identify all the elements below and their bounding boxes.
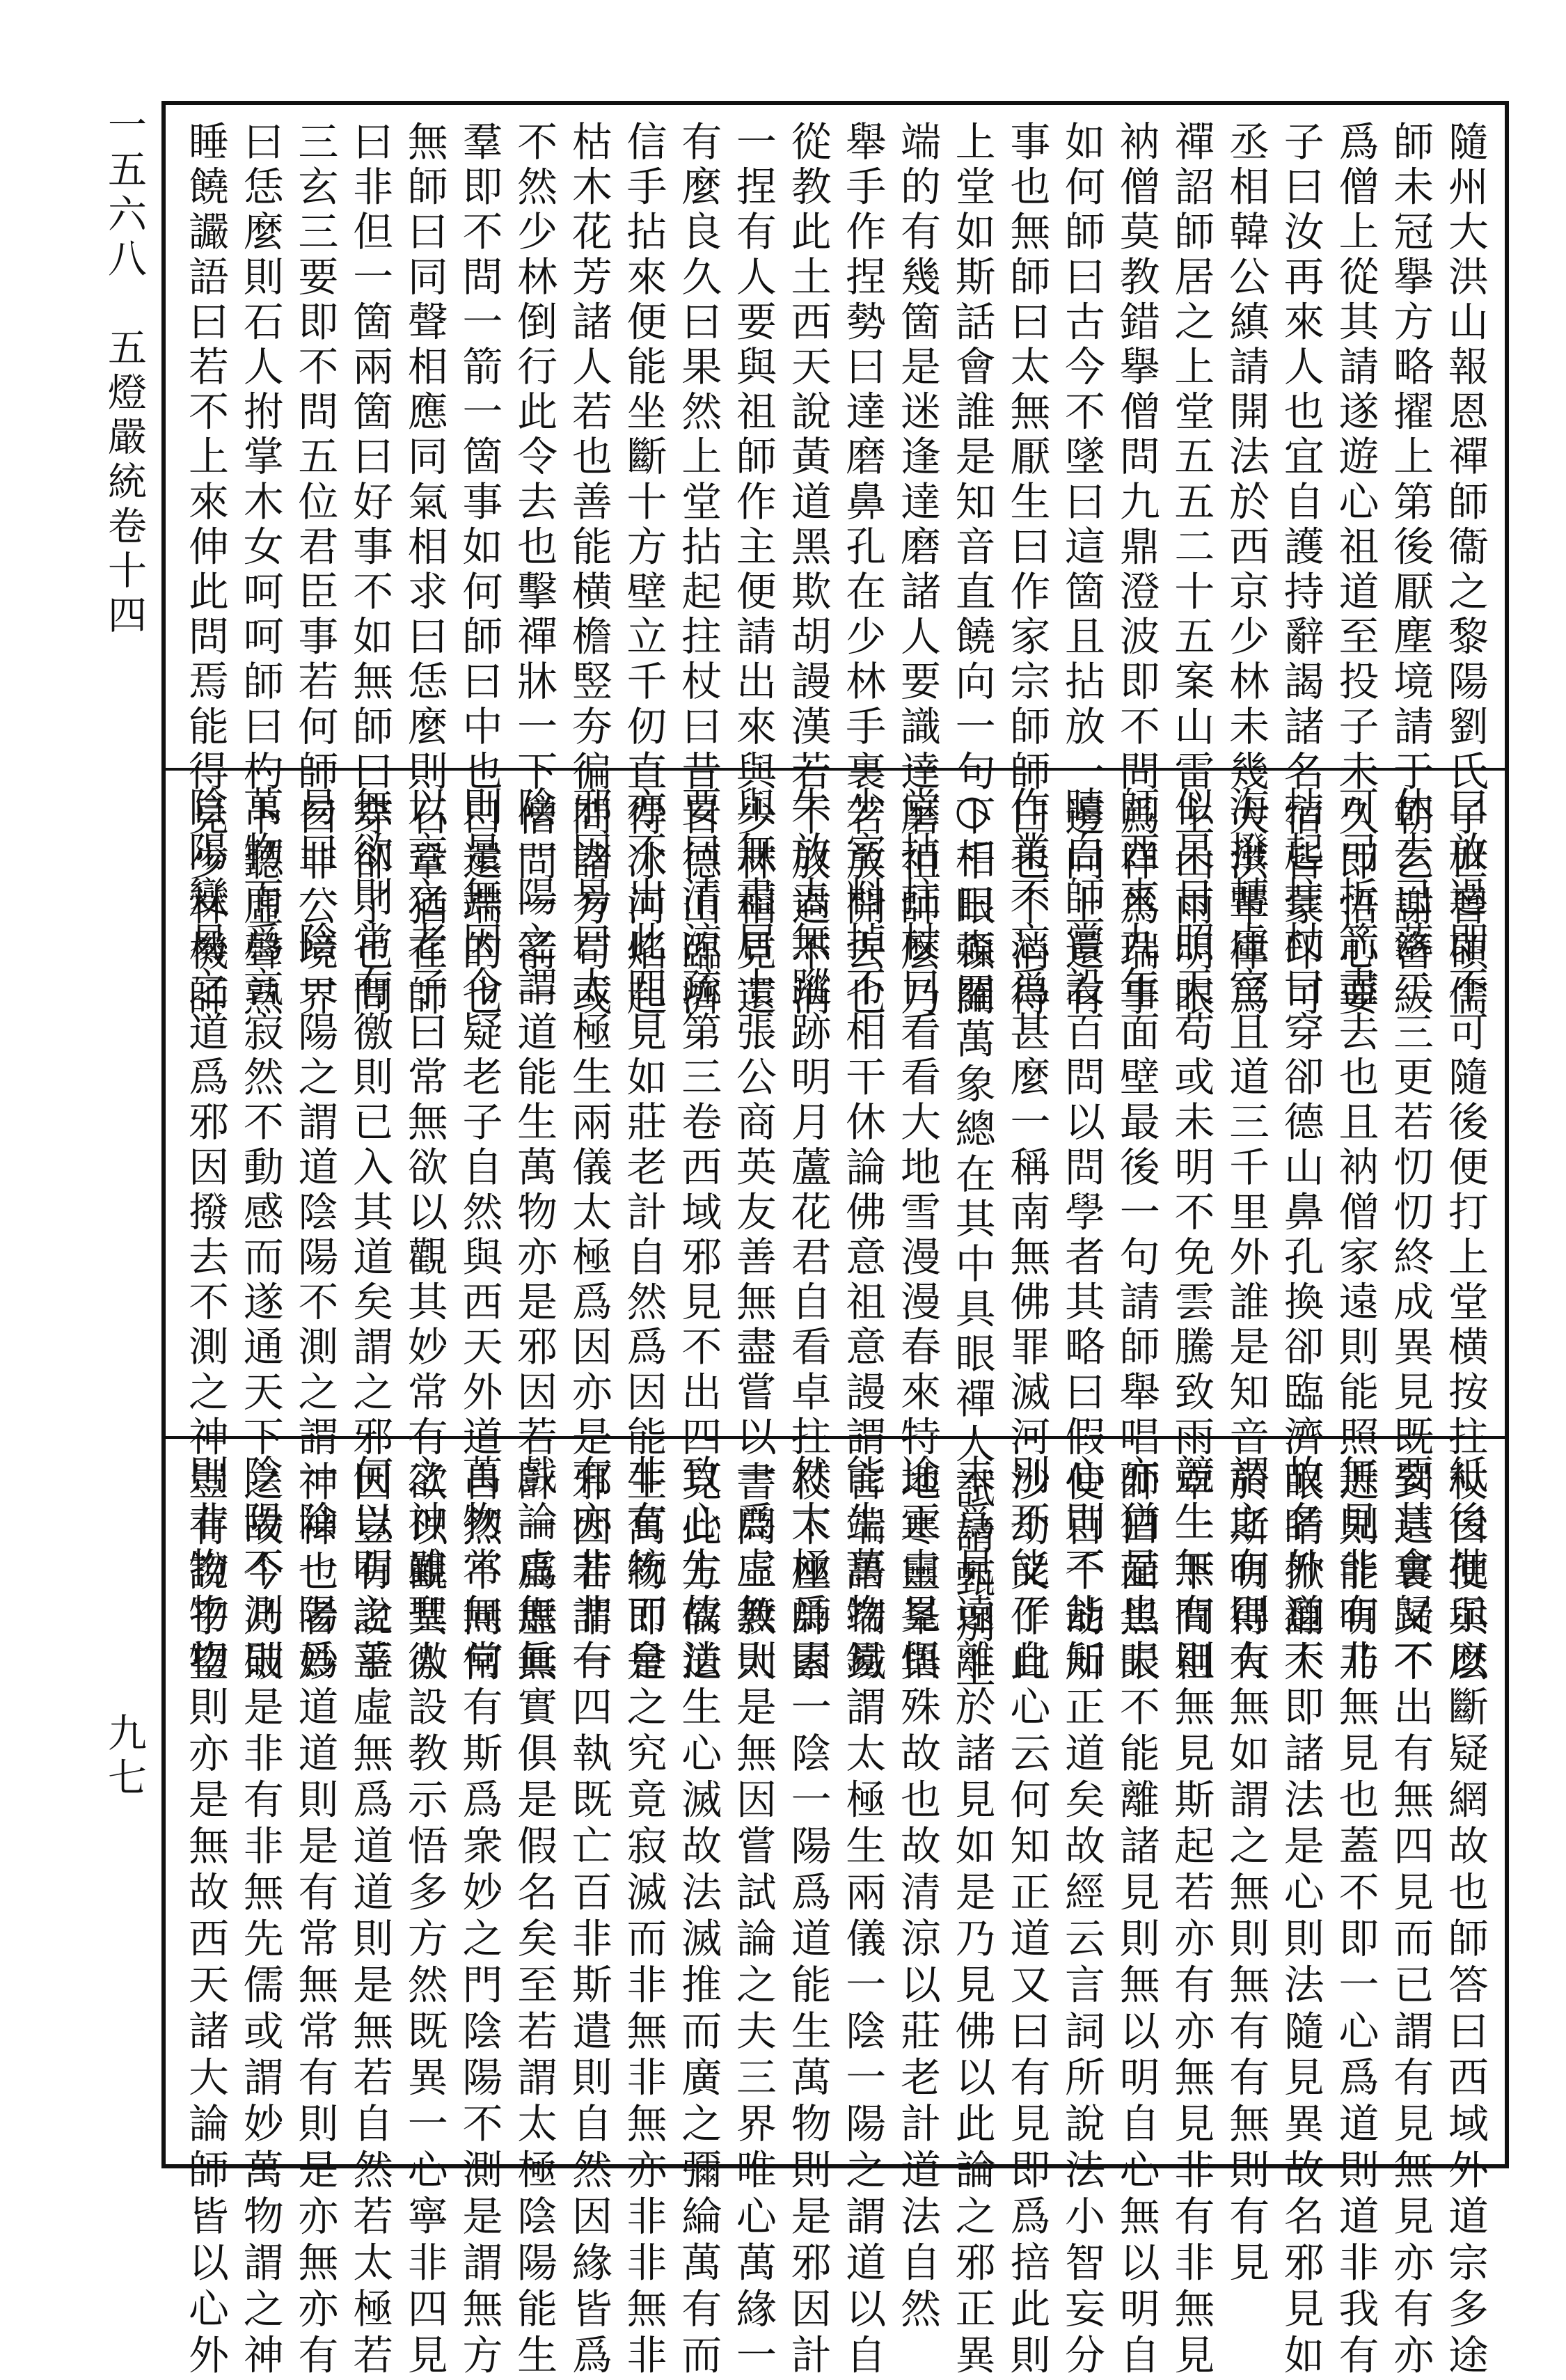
text-column: 枯木花芳諸人若也善能横檐竪夯徧問諸方苟或 <box>564 120 612 1020</box>
text-column: 然太極爲因一陰一陽爲道能生萬物則是邪因計 <box>784 1454 832 2380</box>
page-frame <box>161 101 1509 2380</box>
text-column: 邪因易曰太極生兩儀太極爲因亦是邪因若謂一 <box>564 786 612 1685</box>
text-column: 爲僧上從其請遂遊心祖道至投子未久即悟心要 <box>1331 120 1379 1020</box>
text-column: 舉手作捏勢曰達磨鼻孔在少林手裏若放開去也 <box>839 120 887 1020</box>
text-column: 與無盡居士張公商英友善無盡嘗以書問三教大 <box>729 786 777 1685</box>
text-column: 紙後批示以斷疑網故也師答曰西域外道宗多途 <box>1441 1454 1489 2380</box>
text-column: 可弓折箭盡去也且衲僧家遠則能照近則能明乃 <box>1331 786 1379 1685</box>
text-column: 睛白師嘗設百問以問學者其略曰假使百千劫所 <box>1058 786 1105 1685</box>
text-column: 亦不出此四見如莊老計自然爲因能生萬物即是 <box>619 786 667 1685</box>
text-column: 無師曰同聲相應同氣相求曰恁麼則石鞏猶在師 <box>400 120 448 1020</box>
text-column: 則是無因今疑老子自然與西天外道自然不同何 <box>455 786 503 1685</box>
text-column: ○相曰森羅萬象總在其中具眼禪人試請甄別上 <box>948 786 996 1692</box>
text-column: 羣即不問一箭一箇事如何師曰中也曰還端的也 <box>455 120 503 1020</box>
text-column: 衲僧莫教錯擧僧問九鼎澄波即不問爲祥爲瑞事 <box>1112 120 1160 1020</box>
text-column: 陰陽不測則是非有非無先儒或謂妙萬物謂之神 <box>236 1454 284 2380</box>
text-column: 禪詔師居之上堂五五二十五案山雷主山雨明眼 <box>1167 120 1215 1020</box>
text-column: 則非物物物則亦是無故西天諸大論師皆以心外 <box>182 1454 229 2380</box>
text-column: 陰一陽之謂道能生萬物亦是邪因若計一爲虛無 <box>510 786 558 1685</box>
text-column: 之神雖聖人設教示悟多方然既異一心寧非四見 <box>400 1454 448 2380</box>
text-column: 牛放去無蹤跡明月蘆花君自看卓拄杖下座師素 <box>784 786 832 1685</box>
text-column: 致心生故法生心滅故法滅推而廣之彌綸萬有而 <box>674 1454 722 2380</box>
text-column: 丞相韓公縝請開法於西京少林未幾大洪革律爲 <box>1222 120 1270 1020</box>
text-column: 堂拈拄杖曰看看大地雪漫漫春來特地寒靈峯與 <box>893 786 941 1685</box>
text-column: 拈起拄杖曰穿卻德山鼻孔換卻臨濟眼睛掀翻大 <box>1276 786 1324 1685</box>
text-column: 能生萬物易謂太極生兩儀一陰一陽之謂道以自 <box>839 1454 887 2380</box>
text-column: 何以明之蓋虛無爲道道則是無若自然若太極若 <box>346 1454 394 2380</box>
text-column: 如何師曰古今不墜曰這箇且拈放一邊向上還有 <box>1058 120 1105 1020</box>
text-column: 無見非有非無見也蓋不即一心爲道則道非我有 <box>1331 1454 1379 2380</box>
text-column: 從教此土西天說黃道黑欺胡謾漢若不放過不消 <box>784 120 832 1020</box>
text-column: 睡饒讝語曰若不上來伸此問焉能得見少林機師 <box>182 120 229 1020</box>
text-column: 子曰汝再來人也宜自護持辭謁諸名宿皆蒙印可 <box>1276 120 1324 1020</box>
folio-number: 九七 <box>102 1712 147 1802</box>
text-column: 曰非但一箇兩箇曰好事不如無師曰穿卻了也問 <box>346 120 394 1020</box>
text-column: 曰恁麼則石人拊掌木女呵呵師曰杓卜聽虛聲熟 <box>236 120 284 1020</box>
text-column: 曰放過即不可隨後便打上堂横按拄杖曰便與麼 <box>1441 786 1489 1685</box>
text-column: 上堂如斯話會誰是知音直饒向一句下千眼頓開 <box>948 120 996 1020</box>
text-column: 三玄三要即不問五位君臣事若何師曰非公境界 <box>291 120 339 1020</box>
text-column: 要其會歸不出有無四見而已謂有見無見亦有亦 <box>1386 1454 1434 2380</box>
text-column: 似杲日照天苟或未明不免雲騰致雨卓一下問祖 <box>1167 786 1215 1685</box>
text-column: 少室料掉不相干休論佛意祖意謾謂言端語端鐵 <box>839 786 887 1685</box>
text-column: 端的有幾箇是迷逢達磨諸人要識達磨祖師麼乃 <box>893 120 941 1020</box>
text-column: 途正由見悟殊故也故清涼以莊老計道法自然 <box>893 1454 941 2334</box>
text-column: 海撥轉虛空且道三千里外誰是知音於斯明得大 <box>1222 786 1270 1685</box>
text-column: 戲論虛無眞實俱是假名矣至若謂太極陰陽能生 <box>510 1454 558 2380</box>
text-column: 有亦非非有四執既亡百非斯遣則自然因緣皆爲 <box>564 1454 612 2380</box>
text-column: 師西來九年面壁最後一句請師舉唱師曰面黑眼 <box>1112 786 1160 1685</box>
text-column: 不然少林倒行此令去也擊禪牀一下僧問一箭一 <box>510 120 558 1020</box>
text-column: 信手拈來便能坐斷十方壁立千仞直得冰河焰起 <box>619 120 667 1020</box>
text-column: 陰陽變易之道爲邪因撥去不測之神豈有說乎望 <box>182 786 229 1685</box>
text-band-middle <box>166 771 1505 1692</box>
text-column: 非有統而會之究竟寂滅而非無非無亦非非無非 <box>619 1454 667 2380</box>
text-column: 無欲則常有徼則已入其道矣謂之邪因豈有說乎 <box>346 786 394 1685</box>
text-column: 事也無師曰太無厭生曰作家宗師師曰也不消得 <box>1003 120 1051 1020</box>
text-column: 易曰一陰一陽之謂道陰陽不測之謂神神也者妙 <box>291 786 339 1685</box>
text-column: 要曰清涼疏第三卷西域邪見不出四見此方儒道 <box>674 786 722 1685</box>
text-column: 亦猶是也夫不能離諸見則無以明自心無以明自 <box>1112 1454 1160 2380</box>
text-column: 一陰一陽爲道道則是有常無常有則是亦無亦有 <box>291 1454 339 2380</box>
text-column: 競生無有則無見斯起若亦有亦無見非有非無見 <box>1167 1454 1215 2380</box>
text-band-top <box>166 105 1505 1020</box>
text-column: 未爲見遠離於諸見如是乃見佛以此論之邪正異 <box>948 1454 996 2380</box>
text-band-bottom <box>166 1439 1505 2380</box>
text-column: 休去已落二三更若忉忉終成異見既到這裏又不 <box>1386 786 1434 1685</box>
running-header: 一五六八 五燈嚴統卷十四 <box>102 104 147 639</box>
text-column: 一爲虛無則是無因嘗試論之夫三界唯心萬緣一 <box>729 1454 777 2380</box>
text-column: 作業不忘爲甚麼一稱南無佛罪滅河沙劫又作此 <box>1003 786 1051 1685</box>
text-column: 有麼良久曰果然上堂拈起拄杖曰昔日德山臨濟 <box>674 120 722 1020</box>
text-column: 別不能了自心云何知正道又曰有見即爲掊此則 <box>1003 1454 1051 2380</box>
text-column: 一捏有人要與祖師作主便請出來與少林相見還 <box>729 120 777 1020</box>
text-column: 心則不能知正道矣故經云言詞所說法小智妄分 <box>1058 1454 1105 2380</box>
text-column: 萬物而爲言寂然不動感而遂通天下之故今乃破 <box>236 786 284 1685</box>
text-column: 以言之老子曰常無欲以觀其妙常有欲以觀其徼 <box>400 786 448 1685</box>
text-column: 隨州大洪山報恩禪師衞之黎陽劉氏子世晉碩儒 <box>1441 120 1489 1020</box>
text-column: 謂之有則有無如謂之無則無有有無則有見 <box>1222 1454 1270 2287</box>
text-column: 師未冠擧方略擢上第後厭塵境請于朝乞謝簪紱 <box>1386 120 1434 1020</box>
text-column: 故名外道不即諸法是心則法隨見異故名邪見如 <box>1276 1454 1324 2380</box>
text-column: 萬物常無常有斯爲衆妙之門陰陽不測是謂無方 <box>455 1454 503 2380</box>
